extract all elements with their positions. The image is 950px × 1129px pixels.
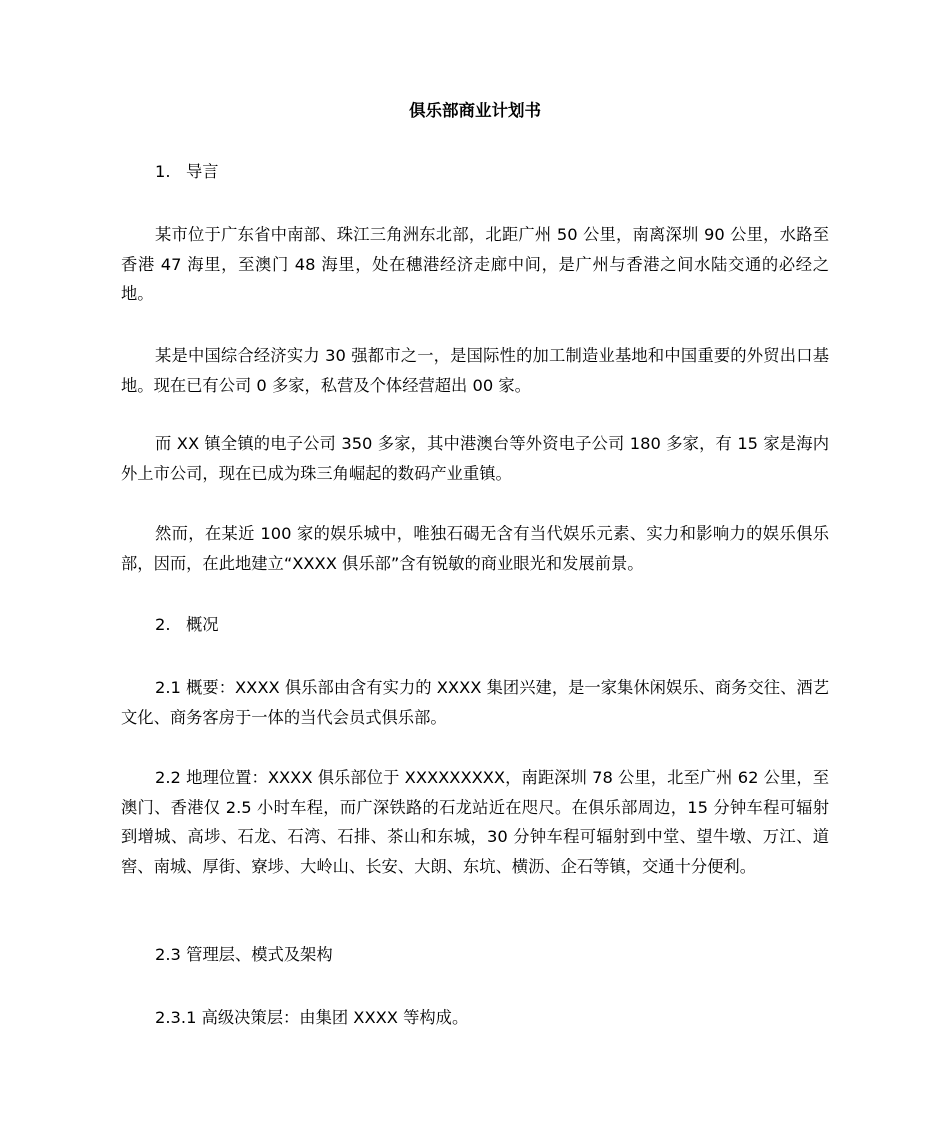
paragraph-intro-opportunity: 然而，在某近 100 家的娱乐城中，唯独石碣无含有当代娱乐元素、实力和影响力的娱乐俱乐部，因而，在此地建立“XXXX 俱乐部”含有锐敏的商业眼光和发展前景。 <box>121 524 829 573</box>
paragraph-management-decision-layer: 2.3.1 高级决策层：由集团 XXXX 等构成。 <box>155 1008 469 1027</box>
section-number: 2. <box>155 615 171 634</box>
section-number: 1. <box>155 162 171 181</box>
paragraph-overview-location: 2.2 地理位置：XXXX 俱乐部位于 XXXXXXXXX，南距深圳 78 公里，北至广州 62 公里，至澳门、香港仅 2.5 小时车程，而广深铁路的石龙站近在咫尺。在俱乐部周边，15 分钟车程可辐射到增城、高埗、石龙、石湾、石排、茶山和东城，30 分钟车程可辐射到中堂、望牛墩、万江、道窖、南城、厚街、寮埗、大岭山、长安、大朗、东坑、横沥、企石等镇，交通十分便利。 <box>121 768 829 876</box>
paragraph-intro-location: 某市位于广东省中南部、珠江三角洲东北部，北距广州 50 公里，南离深圳 90 公里，水路至香港 47 海里，至澳门 48 海里，处在穗港经济走廊中间，是广州与香港之间水陆交通的必经之地。 <box>121 225 829 303</box>
section-heading-introduction <box>155 157 219 187</box>
section-heading-overview <box>155 610 219 640</box>
section-title: 概况 <box>186 615 219 634</box>
paragraph-intro-economy: 某是中国综合经济实力 30 强都市之一，是国际性的加工制造业基地和中国重要的外贸出口基地。现在已有公司 0 多家，私营及个体经营超出 00 家。 <box>121 346 829 395</box>
section-title: 导言 <box>186 162 219 181</box>
paragraph-intro-electronics: 而 XX 镇全镇的电子公司 350 多家，其中港澳台等外资电子公司 180 多家，有 15 家是海内外上市公司，现在已成为珠三角崛起的数码产业重镇。 <box>121 434 829 483</box>
document-title: 俱乐部商业计划书 <box>409 101 541 120</box>
paragraph-overview-summary: 2.1 概要：XXXX 俱乐部由含有实力的 XXXX 集团兴建，是一家集休闲娱乐、商务交往、酒艺文化、商务客房于一体的当代会员式俱乐部。 <box>121 678 829 727</box>
subsection-heading-management: 2.3 管理层、模式及架构 <box>155 945 333 964</box>
